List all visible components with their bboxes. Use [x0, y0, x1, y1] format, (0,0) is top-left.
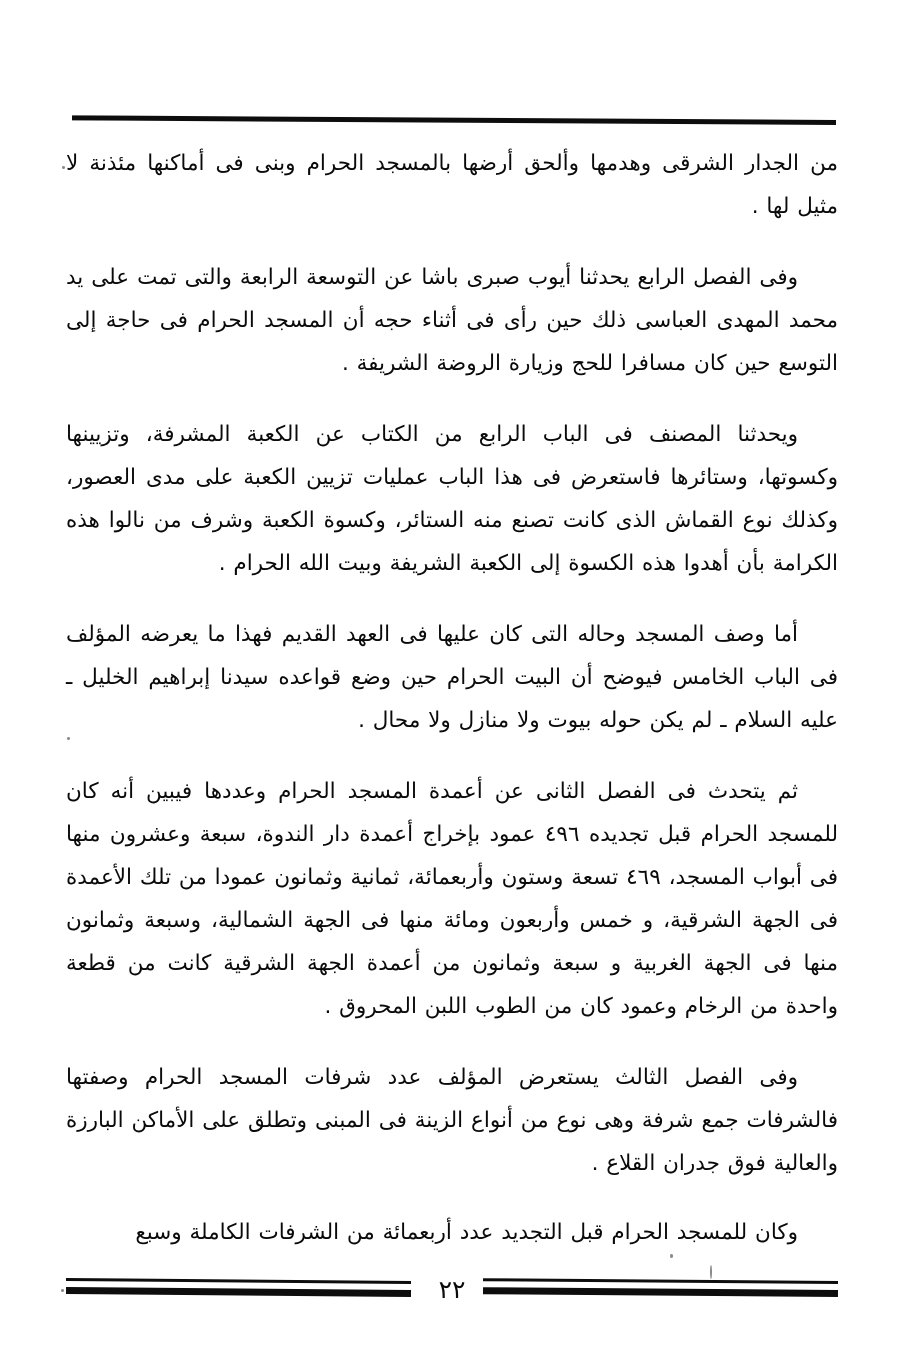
scan-speck	[670, 1254, 673, 1258]
scan-speck	[710, 1265, 712, 1279]
scan-speck	[62, 166, 65, 169]
paragraph-battlements-count-cutoff: وكان للمسجد الحرام قبل التجديد عدد أربعمائة من الشرفات الكاملة وسبع	[135, 1220, 798, 1245]
page-footer	[66, 1273, 838, 1319]
scan-speck	[61, 1289, 64, 1292]
scan-speck	[67, 737, 70, 740]
paragraph-kaaba-adornment: ويحدثنا المصنف فى الباب الرابع من الكتاب عن الكعبة المشرفة، وتزيينها وكسوتها، وستائرها فاستعرض فى هذا الباب عمليات تزيين الكعبة على مدى العصور، وكذلك نوع القماش الذى كانت تصنع منه الستائر، وكسوة الكعبة وشرف من نالوا هذه الكرامة بأن أهدوا هذه الكسوة إلى الكعبة الشريفة وبيت الله الحرام .	[66, 422, 838, 576]
paragraph-minaret-continuation: من الجدار الشرقى وهدمها وألحق أرضها بالمسجد الحرام وبنى فى أماكنها مئذنة لا مثيل لها .	[66, 151, 838, 219]
header-rule	[72, 115, 836, 125]
footer-rule-left-thick	[66, 1287, 411, 1297]
paragraph-mosque-description: أما وصف المسجد وحاله التى كان عليها فى العهد القديم فهذا ما يعرضه المؤلف فى الباب الخامس فيوضح أن البيت الحرام حين وضع قواعده سيدنا إبراهيم الخليل ـ عليه السلام ـ لم يكن حوله بيوت ولا منازل ولا محال .	[66, 622, 838, 733]
header-rule-container	[72, 118, 836, 130]
paragraph-chapter-three-battlements: وفى الفصل الثالث يستعرض المؤلف عدد شرفات المسجد الحرام وصفتها فالشرفات جمع شرفة وهى نوع من أنواع الزينة فى المبنى وتطلق على الأماكن البارزة والعالية فوق جدران القلاع .	[66, 1065, 838, 1176]
page-number: ٢٢	[438, 1275, 466, 1304]
paragraph-columns-count: ثم يتحدث فى الفصل الثانى عن أعمدة المسجد الحرام وعددها فيبين أنه كان للمسجد الحرام قبل تجديده ٤٩٦ عمود بإخراج أعمدة دار الندوة، سبعة وعشرون منها فى أبواب المسجد، ٤٦٩ تسعة وستون وأربعمائة، ثمانية وثمانون عمودا من تلك الأعمدة فى الجهة الشرقية، و خمس وأربعون ومائة منها فى الجهة الشمالية، وسبعة وثمانون منها فى الجهة الغربية و سبعة وثمانون من أعمدة الجهة الشرقية كانت من قطعة واحدة من الرخام وعمود كان من الطوب اللبن المحروق .	[65, 779, 839, 1019]
page-text-body	[66, 142, 838, 1254]
paragraph-chapter-four-expansion: وفى الفصل الرابع يحدثنا أيوب صبرى باشا عن التوسعة الرابعة والتى تمت على يد محمد المهدى العباسى ذلك حين رأى فى أثناء حجه أن المسجد الحرام فى حاجة إلى التوسع حين كان مسافرا للحج وزيارة الروضة الشريفة .	[66, 265, 838, 376]
footer-rule-left	[66, 1281, 411, 1303]
